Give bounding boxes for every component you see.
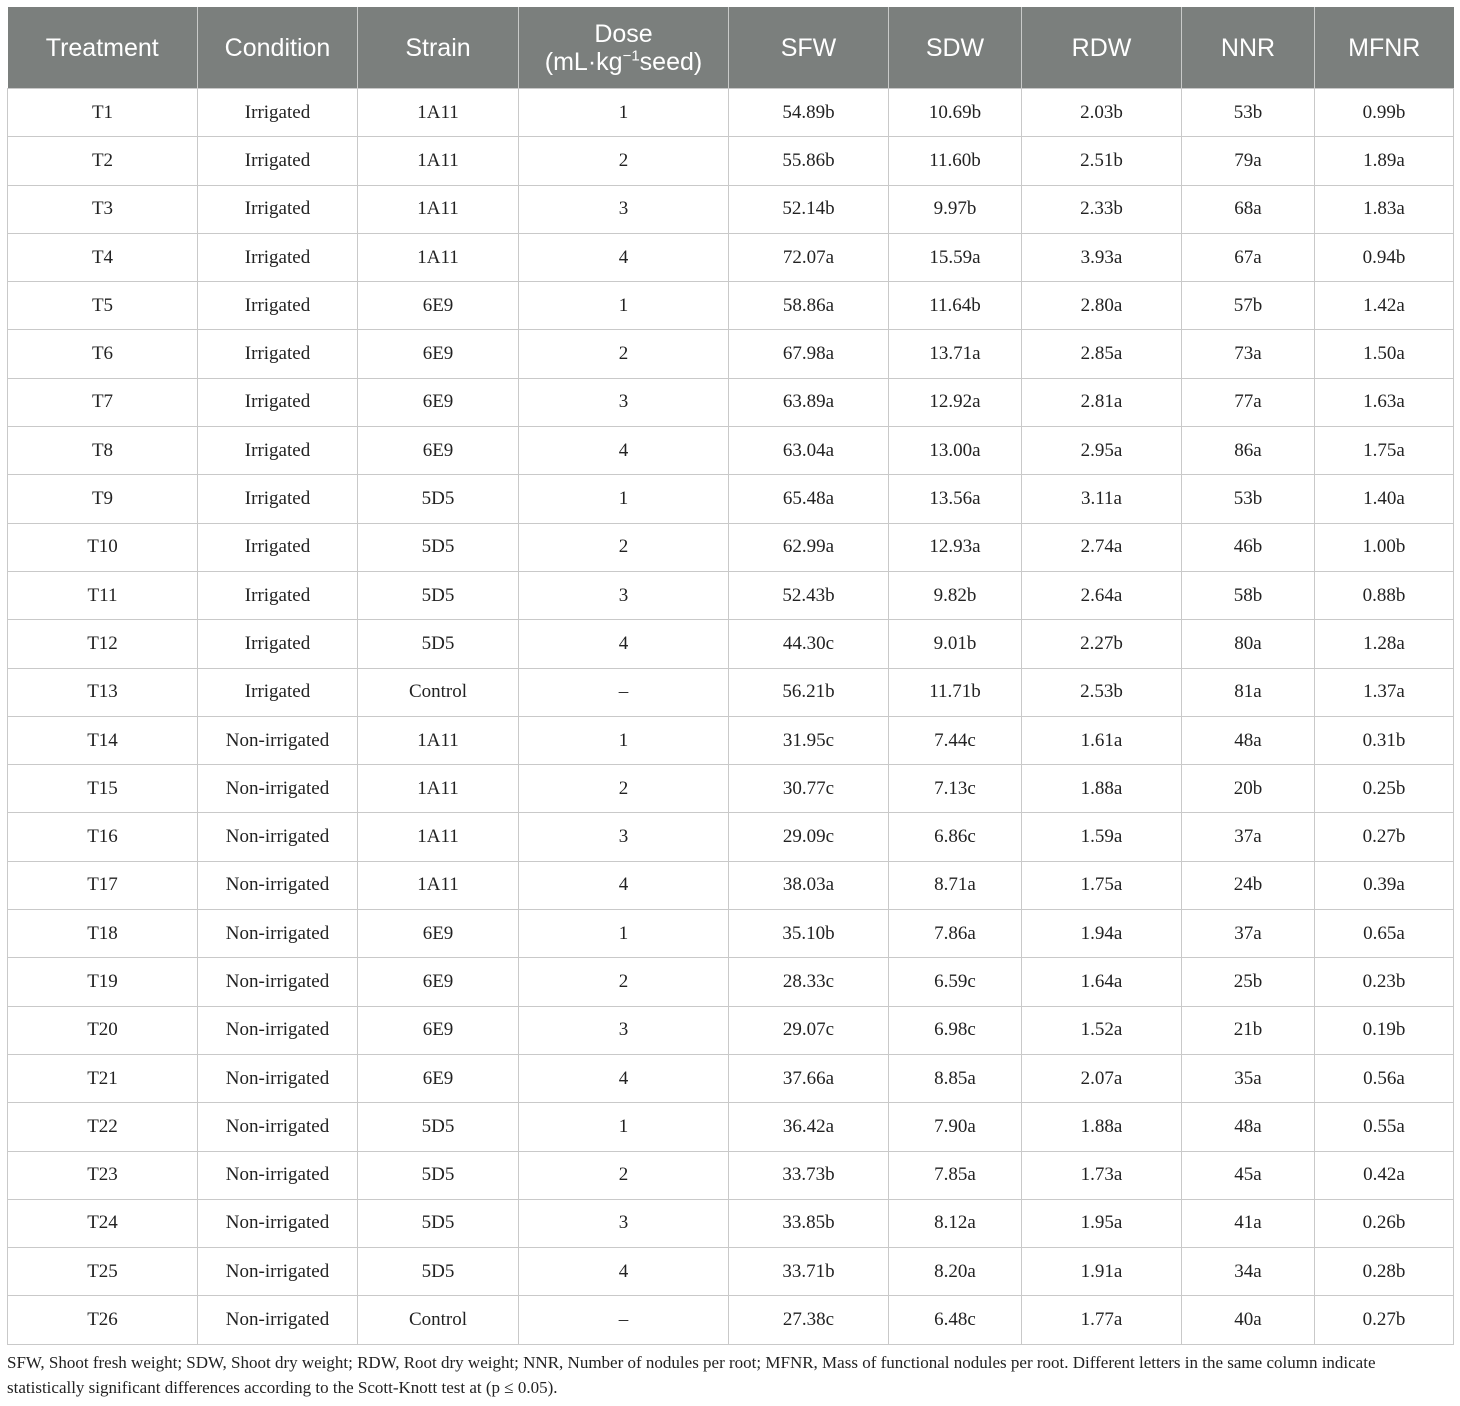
cell-nnr: 48a bbox=[1182, 1103, 1315, 1151]
cell-rdw: 1.95a bbox=[1022, 1199, 1182, 1247]
cell-treatment: T10 bbox=[8, 523, 198, 571]
cell-sfw: 44.30c bbox=[729, 620, 889, 668]
cell-rdw: 2.81a bbox=[1022, 378, 1182, 426]
cell-nnr: 46b bbox=[1182, 523, 1315, 571]
cell-sfw: 52.14b bbox=[729, 185, 889, 233]
cell-condition: Irrigated bbox=[198, 571, 358, 619]
cell-mfnr: 0.99b bbox=[1315, 89, 1454, 137]
cell-rdw: 1.91a bbox=[1022, 1248, 1182, 1296]
cell-sdw: 10.69b bbox=[889, 89, 1022, 137]
header-dose bbox=[519, 7, 729, 89]
table-row bbox=[8, 378, 1454, 426]
cell-treatment: T26 bbox=[8, 1296, 198, 1344]
table-row bbox=[8, 330, 1454, 378]
cell-nnr: 35a bbox=[1182, 1054, 1315, 1102]
cell-strain: 6E9 bbox=[358, 427, 519, 475]
cell-condition: Non-irrigated bbox=[198, 1006, 358, 1054]
header-strain: Strain bbox=[358, 7, 519, 89]
cell-sfw: 62.99a bbox=[729, 523, 889, 571]
cell-rdw: 1.75a bbox=[1022, 861, 1182, 909]
cell-mfnr: 0.26b bbox=[1315, 1199, 1454, 1247]
cell-dose: – bbox=[519, 1296, 729, 1344]
cell-condition: Irrigated bbox=[198, 475, 358, 523]
cell-sdw: 7.90a bbox=[889, 1103, 1022, 1151]
cell-mfnr: 1.83a bbox=[1315, 185, 1454, 233]
cell-mfnr: 0.23b bbox=[1315, 958, 1454, 1006]
cell-sfw: 28.33c bbox=[729, 958, 889, 1006]
cell-condition: Non-irrigated bbox=[198, 958, 358, 1006]
cell-sdw: 6.48c bbox=[889, 1296, 1022, 1344]
cell-condition: Non-irrigated bbox=[198, 1151, 358, 1199]
cell-sdw: 7.44c bbox=[889, 716, 1022, 764]
cell-strain: 6E9 bbox=[358, 330, 519, 378]
cell-treatment: T15 bbox=[8, 765, 198, 813]
cell-sfw: 33.73b bbox=[729, 1151, 889, 1199]
cell-treatment: T5 bbox=[8, 282, 198, 330]
cell-sdw: 8.85a bbox=[889, 1054, 1022, 1102]
cell-sfw: 30.77c bbox=[729, 765, 889, 813]
cell-dose: 2 bbox=[519, 137, 729, 185]
cell-mfnr: 1.00b bbox=[1315, 523, 1454, 571]
cell-treatment: T2 bbox=[8, 137, 198, 185]
cell-strain: 6E9 bbox=[358, 378, 519, 426]
table-body bbox=[8, 89, 1454, 1345]
cell-condition: Non-irrigated bbox=[198, 910, 358, 958]
cell-nnr: 81a bbox=[1182, 668, 1315, 716]
cell-dose: 1 bbox=[519, 910, 729, 958]
cell-treatment: T11 bbox=[8, 571, 198, 619]
cell-mfnr: 1.89a bbox=[1315, 137, 1454, 185]
cell-treatment: T22 bbox=[8, 1103, 198, 1151]
cell-mfnr: 1.28a bbox=[1315, 620, 1454, 668]
cell-nnr: 45a bbox=[1182, 1151, 1315, 1199]
cell-strain: 5D5 bbox=[358, 523, 519, 571]
cell-treatment: T18 bbox=[8, 910, 198, 958]
cell-sdw: 11.64b bbox=[889, 282, 1022, 330]
table-row bbox=[8, 910, 1454, 958]
cell-dose: 4 bbox=[519, 620, 729, 668]
cell-sfw: 58.86a bbox=[729, 282, 889, 330]
cell-sfw: 36.42a bbox=[729, 1103, 889, 1151]
cell-sdw: 8.71a bbox=[889, 861, 1022, 909]
cell-rdw: 2.33b bbox=[1022, 185, 1182, 233]
cell-strain: 1A11 bbox=[358, 137, 519, 185]
cell-sfw: 31.95c bbox=[729, 716, 889, 764]
cell-rdw: 2.51b bbox=[1022, 137, 1182, 185]
table-row bbox=[8, 620, 1454, 668]
cell-dose: 1 bbox=[519, 1103, 729, 1151]
cell-dose: – bbox=[519, 668, 729, 716]
table-row bbox=[8, 523, 1454, 571]
cell-nnr: 20b bbox=[1182, 765, 1315, 813]
cell-strain: 1A11 bbox=[358, 185, 519, 233]
cell-rdw: 1.59a bbox=[1022, 813, 1182, 861]
cell-sdw: 12.93a bbox=[889, 523, 1022, 571]
cell-strain: 1A11 bbox=[358, 813, 519, 861]
header-rdw: RDW bbox=[1022, 7, 1182, 89]
table-row bbox=[8, 1199, 1454, 1247]
cell-nnr: 57b bbox=[1182, 282, 1315, 330]
cell-sfw: 27.38c bbox=[729, 1296, 889, 1344]
table-row bbox=[8, 137, 1454, 185]
cell-dose: 2 bbox=[519, 523, 729, 571]
cell-rdw: 3.11a bbox=[1022, 475, 1182, 523]
cell-nnr: 21b bbox=[1182, 1006, 1315, 1054]
cell-nnr: 80a bbox=[1182, 620, 1315, 668]
cell-sdw: 11.60b bbox=[889, 137, 1022, 185]
cell-mfnr: 0.31b bbox=[1315, 716, 1454, 764]
cell-treatment: T24 bbox=[8, 1199, 198, 1247]
cell-rdw: 1.77a bbox=[1022, 1296, 1182, 1344]
cell-condition: Non-irrigated bbox=[198, 765, 358, 813]
cell-rdw: 1.88a bbox=[1022, 765, 1182, 813]
cell-dose: 4 bbox=[519, 1248, 729, 1296]
cell-dose: 4 bbox=[519, 233, 729, 281]
cell-strain: 6E9 bbox=[358, 1006, 519, 1054]
cell-condition: Irrigated bbox=[198, 185, 358, 233]
cell-rdw: 2.95a bbox=[1022, 427, 1182, 475]
cell-nnr: 24b bbox=[1182, 861, 1315, 909]
cell-condition: Non-irrigated bbox=[198, 861, 358, 909]
cell-sfw: 67.98a bbox=[729, 330, 889, 378]
cell-nnr: 79a bbox=[1182, 137, 1315, 185]
cell-sfw: 33.85b bbox=[729, 1199, 889, 1247]
table-row bbox=[8, 1054, 1454, 1102]
cell-treatment: T13 bbox=[8, 668, 198, 716]
table-row bbox=[8, 813, 1454, 861]
cell-strain: 6E9 bbox=[358, 282, 519, 330]
cell-nnr: 40a bbox=[1182, 1296, 1315, 1344]
cell-mfnr: 0.88b bbox=[1315, 571, 1454, 619]
cell-treatment: T9 bbox=[8, 475, 198, 523]
table-row bbox=[8, 861, 1454, 909]
cell-strain: 6E9 bbox=[358, 910, 519, 958]
header-sfw: SFW bbox=[729, 7, 889, 89]
header-dose-unit-pre: (mL·kg bbox=[544, 47, 623, 76]
cell-condition: Irrigated bbox=[198, 233, 358, 281]
cell-nnr: 37a bbox=[1182, 910, 1315, 958]
cell-dose: 2 bbox=[519, 1151, 729, 1199]
cell-mfnr: 0.25b bbox=[1315, 765, 1454, 813]
cell-nnr: 37a bbox=[1182, 813, 1315, 861]
cell-sdw: 8.12a bbox=[889, 1199, 1022, 1247]
cell-sfw: 35.10b bbox=[729, 910, 889, 958]
cell-treatment: T4 bbox=[8, 233, 198, 281]
cell-dose: 2 bbox=[519, 958, 729, 1006]
cell-condition: Non-irrigated bbox=[198, 716, 358, 764]
cell-sfw: 29.07c bbox=[729, 1006, 889, 1054]
cell-treatment: T1 bbox=[8, 89, 198, 137]
cell-nnr: 77a bbox=[1182, 378, 1315, 426]
cell-dose: 4 bbox=[519, 861, 729, 909]
cell-condition: Irrigated bbox=[198, 137, 358, 185]
cell-condition: Irrigated bbox=[198, 282, 358, 330]
cell-strain: 5D5 bbox=[358, 571, 519, 619]
cell-mfnr: 0.65a bbox=[1315, 910, 1454, 958]
cell-condition: Irrigated bbox=[198, 620, 358, 668]
cell-sdw: 12.92a bbox=[889, 378, 1022, 426]
header-dose-title: Dose bbox=[594, 19, 653, 48]
cell-dose: 1 bbox=[519, 282, 729, 330]
cell-dose: 3 bbox=[519, 378, 729, 426]
cell-mfnr: 0.19b bbox=[1315, 1006, 1454, 1054]
cell-sdw: 6.98c bbox=[889, 1006, 1022, 1054]
cell-condition: Irrigated bbox=[198, 523, 358, 571]
cell-rdw: 1.61a bbox=[1022, 716, 1182, 764]
cell-strain: 1A11 bbox=[358, 861, 519, 909]
table-row bbox=[8, 571, 1454, 619]
cell-treatment: T16 bbox=[8, 813, 198, 861]
cell-dose: 2 bbox=[519, 330, 729, 378]
cell-sfw: 56.21b bbox=[729, 668, 889, 716]
header-dose-unit-sup: −1 bbox=[622, 47, 640, 65]
cell-rdw: 2.53b bbox=[1022, 668, 1182, 716]
cell-strain: 5D5 bbox=[358, 1248, 519, 1296]
cell-nnr: 67a bbox=[1182, 233, 1315, 281]
cell-strain: 1A11 bbox=[358, 233, 519, 281]
cell-treatment: T20 bbox=[8, 1006, 198, 1054]
header-sdw: SDW bbox=[889, 7, 1022, 89]
cell-treatment: T14 bbox=[8, 716, 198, 764]
table-row bbox=[8, 1151, 1454, 1199]
cell-rdw: 2.03b bbox=[1022, 89, 1182, 137]
cell-sdw: 6.59c bbox=[889, 958, 1022, 1006]
cell-condition: Non-irrigated bbox=[198, 1248, 358, 1296]
cell-dose: 1 bbox=[519, 89, 729, 137]
cell-condition: Non-irrigated bbox=[198, 1199, 358, 1247]
cell-dose: 3 bbox=[519, 571, 729, 619]
cell-sdw: 15.59a bbox=[889, 233, 1022, 281]
cell-strain: 1A11 bbox=[358, 89, 519, 137]
cell-condition: Non-irrigated bbox=[198, 1054, 358, 1102]
cell-sfw: 55.86b bbox=[729, 137, 889, 185]
cell-dose: 3 bbox=[519, 813, 729, 861]
cell-sfw: 65.48a bbox=[729, 475, 889, 523]
cell-sdw: 13.71a bbox=[889, 330, 1022, 378]
table-row bbox=[8, 958, 1454, 1006]
cell-sfw: 72.07a bbox=[729, 233, 889, 281]
cell-rdw: 1.73a bbox=[1022, 1151, 1182, 1199]
cell-condition: Non-irrigated bbox=[198, 1103, 358, 1151]
cell-treatment: T12 bbox=[8, 620, 198, 668]
cell-rdw: 1.52a bbox=[1022, 1006, 1182, 1054]
cell-treatment: T21 bbox=[8, 1054, 198, 1102]
table-row bbox=[8, 475, 1454, 523]
cell-treatment: T19 bbox=[8, 958, 198, 1006]
cell-mfnr: 0.55a bbox=[1315, 1103, 1454, 1151]
cell-sdw: 9.82b bbox=[889, 571, 1022, 619]
table-footnote: SFW, Shoot fresh weight; SDW, Shoot dry weight; RDW, Root dry weight; NNR, Number of nodules per root; MFNR, Mass of functional nodules per root. Different letters in the same column indicate statistically significant differences according to the Scott-Knott test at (p ≤ 0.05). bbox=[7, 1353, 1376, 1397]
header-dose-unit-post: seed) bbox=[639, 47, 703, 76]
header-condition: Condition bbox=[198, 7, 358, 89]
cell-rdw: 2.64a bbox=[1022, 571, 1182, 619]
cell-nnr: 68a bbox=[1182, 185, 1315, 233]
cell-strain: 6E9 bbox=[358, 958, 519, 1006]
table-row bbox=[8, 427, 1454, 475]
header-treatment: Treatment bbox=[8, 7, 198, 89]
cell-dose: 1 bbox=[519, 716, 729, 764]
cell-sdw: 8.20a bbox=[889, 1248, 1022, 1296]
cell-strain: 1A11 bbox=[358, 765, 519, 813]
table-row bbox=[8, 668, 1454, 716]
cell-strain: 5D5 bbox=[358, 620, 519, 668]
cell-dose: 3 bbox=[519, 1006, 729, 1054]
cell-sfw: 52.43b bbox=[729, 571, 889, 619]
cell-mfnr: 1.40a bbox=[1315, 475, 1454, 523]
cell-sdw: 7.13c bbox=[889, 765, 1022, 813]
cell-mfnr: 0.27b bbox=[1315, 813, 1454, 861]
cell-sdw: 13.56a bbox=[889, 475, 1022, 523]
cell-strain: 5D5 bbox=[358, 1103, 519, 1151]
cell-condition: Non-irrigated bbox=[198, 813, 358, 861]
cell-nnr: 48a bbox=[1182, 716, 1315, 764]
cell-mfnr: 1.42a bbox=[1315, 282, 1454, 330]
cell-nnr: 58b bbox=[1182, 571, 1315, 619]
table-row bbox=[8, 89, 1454, 137]
cell-nnr: 53b bbox=[1182, 475, 1315, 523]
cell-sdw: 7.85a bbox=[889, 1151, 1022, 1199]
cell-dose: 3 bbox=[519, 1199, 729, 1247]
cell-sfw: 37.66a bbox=[729, 1054, 889, 1102]
cell-treatment: T3 bbox=[8, 185, 198, 233]
cell-treatment: T23 bbox=[8, 1151, 198, 1199]
cell-rdw: 2.74a bbox=[1022, 523, 1182, 571]
cell-mfnr: 0.28b bbox=[1315, 1248, 1454, 1296]
cell-strain: 6E9 bbox=[358, 1054, 519, 1102]
cell-sdw: 9.97b bbox=[889, 185, 1022, 233]
cell-strain: Control bbox=[358, 1296, 519, 1344]
table-row bbox=[8, 1103, 1454, 1151]
cell-condition: Irrigated bbox=[198, 427, 358, 475]
cell-rdw: 1.94a bbox=[1022, 910, 1182, 958]
cell-condition: Irrigated bbox=[198, 330, 358, 378]
table-row bbox=[8, 1006, 1454, 1054]
cell-rdw: 2.80a bbox=[1022, 282, 1182, 330]
cell-sfw: 38.03a bbox=[729, 861, 889, 909]
cell-strain: Control bbox=[358, 668, 519, 716]
data-table-container bbox=[7, 7, 1453, 1345]
cell-dose: 2 bbox=[519, 765, 729, 813]
cell-rdw: 2.85a bbox=[1022, 330, 1182, 378]
cell-sdw: 6.86c bbox=[889, 813, 1022, 861]
table-row bbox=[8, 185, 1454, 233]
cell-mfnr: 0.56a bbox=[1315, 1054, 1454, 1102]
table-row bbox=[8, 1248, 1454, 1296]
header-dose-unit bbox=[519, 48, 728, 76]
cell-rdw: 2.27b bbox=[1022, 620, 1182, 668]
cell-sdw: 9.01b bbox=[889, 620, 1022, 668]
table-row bbox=[8, 716, 1454, 764]
cell-condition: Non-irrigated bbox=[198, 1296, 358, 1344]
cell-condition: Irrigated bbox=[198, 378, 358, 426]
cell-dose: 4 bbox=[519, 427, 729, 475]
cell-mfnr: 0.42a bbox=[1315, 1151, 1454, 1199]
cell-nnr: 34a bbox=[1182, 1248, 1315, 1296]
cell-sfw: 63.89a bbox=[729, 378, 889, 426]
table-row bbox=[8, 1296, 1454, 1344]
cell-condition: Irrigated bbox=[198, 89, 358, 137]
cell-sdw: 13.00a bbox=[889, 427, 1022, 475]
cell-sfw: 54.89b bbox=[729, 89, 889, 137]
header-nnr: NNR bbox=[1182, 7, 1315, 89]
table-row bbox=[8, 282, 1454, 330]
table-row bbox=[8, 765, 1454, 813]
cell-nnr: 53b bbox=[1182, 89, 1315, 137]
cell-mfnr: 0.94b bbox=[1315, 233, 1454, 281]
cell-treatment: T17 bbox=[8, 861, 198, 909]
cell-nnr: 25b bbox=[1182, 958, 1315, 1006]
cell-nnr: 73a bbox=[1182, 330, 1315, 378]
cell-dose: 3 bbox=[519, 185, 729, 233]
cell-sfw: 63.04a bbox=[729, 427, 889, 475]
cell-rdw: 2.07a bbox=[1022, 1054, 1182, 1102]
cell-mfnr: 0.39a bbox=[1315, 861, 1454, 909]
table-header bbox=[8, 7, 1454, 89]
cell-dose: 4 bbox=[519, 1054, 729, 1102]
cell-sdw: 11.71b bbox=[889, 668, 1022, 716]
cell-mfnr: 1.75a bbox=[1315, 427, 1454, 475]
cell-rdw: 3.93a bbox=[1022, 233, 1182, 281]
cell-treatment: T8 bbox=[8, 427, 198, 475]
cell-mfnr: 1.37a bbox=[1315, 668, 1454, 716]
cell-treatment: T6 bbox=[8, 330, 198, 378]
cell-treatment: T7 bbox=[8, 378, 198, 426]
cell-treatment: T25 bbox=[8, 1248, 198, 1296]
cell-strain: 5D5 bbox=[358, 475, 519, 523]
cell-rdw: 1.88a bbox=[1022, 1103, 1182, 1151]
cell-nnr: 86a bbox=[1182, 427, 1315, 475]
table-row bbox=[8, 233, 1454, 281]
cell-strain: 5D5 bbox=[358, 1199, 519, 1247]
cell-strain: 1A11 bbox=[358, 716, 519, 764]
cell-sfw: 33.71b bbox=[729, 1248, 889, 1296]
cell-mfnr: 1.50a bbox=[1315, 330, 1454, 378]
cell-mfnr: 0.27b bbox=[1315, 1296, 1454, 1344]
header-row bbox=[8, 7, 1454, 89]
cell-nnr: 41a bbox=[1182, 1199, 1315, 1247]
cell-sdw: 7.86a bbox=[889, 910, 1022, 958]
cell-dose: 1 bbox=[519, 475, 729, 523]
cell-strain: 5D5 bbox=[358, 1151, 519, 1199]
treatment-results-table bbox=[7, 7, 1454, 1345]
cell-rdw: 1.64a bbox=[1022, 958, 1182, 1006]
cell-sfw: 29.09c bbox=[729, 813, 889, 861]
header-mfnr: MFNR bbox=[1315, 7, 1454, 89]
cell-mfnr: 1.63a bbox=[1315, 378, 1454, 426]
cell-condition: Irrigated bbox=[198, 668, 358, 716]
